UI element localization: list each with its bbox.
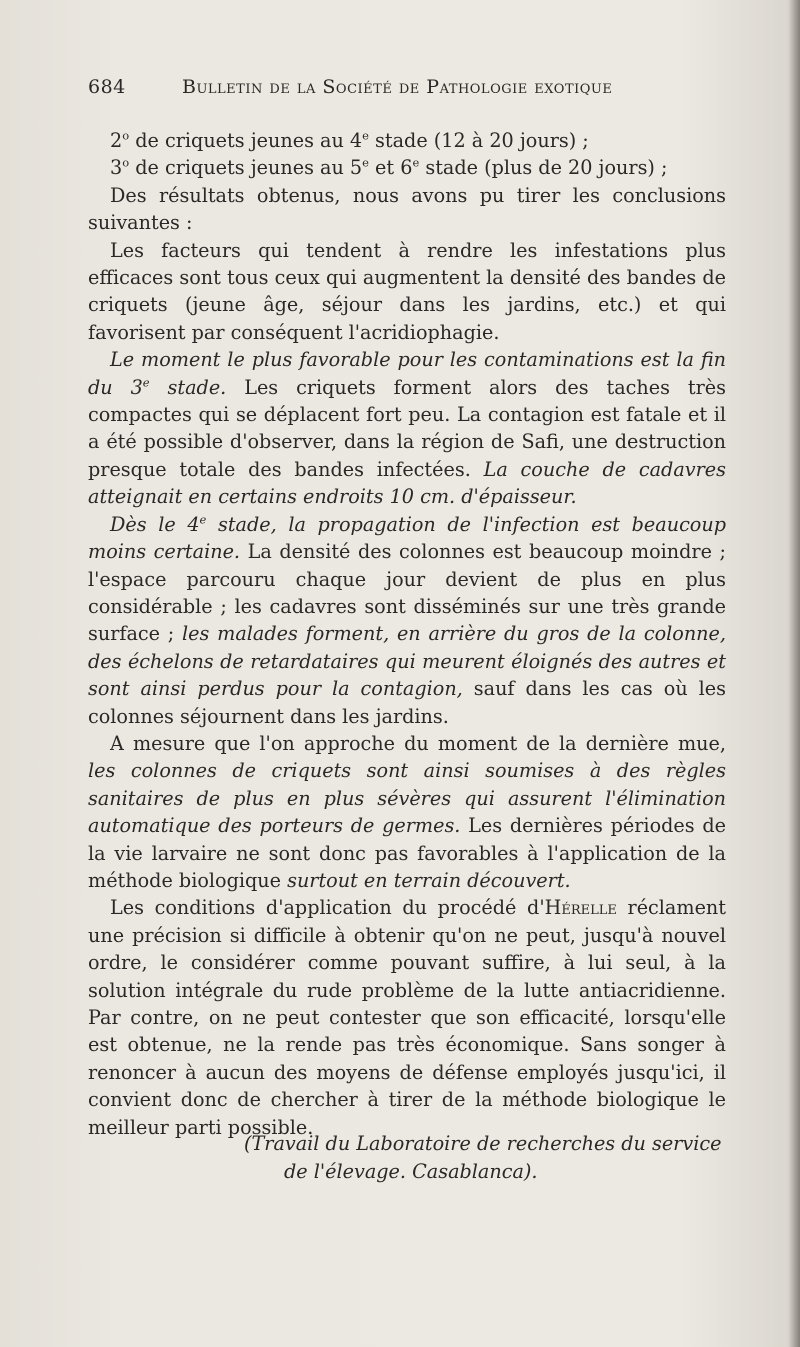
italic-text: La couche de cadavres atteignait en certains endroits 10 cm. d'épaisseur. <box>88 457 726 509</box>
credit-line: (Travail du Laboratoire de recherches du service <box>244 1132 722 1155</box>
ordinal-mark: e <box>362 156 369 171</box>
body-text <box>88 127 726 1141</box>
italic-text: stade. <box>149 375 227 399</box>
roman-text: A mesure que l'on approche du moment de la dernière mue, <box>110 731 726 755</box>
list-item <box>88 127 726 154</box>
roman-text: Les dernières périodes de la vie larvaire ne sont donc pas favorables à l'application de la méthode biologique <box>88 814 726 892</box>
roman-text: La densité des colonnes est beaucoup moindre ; l'espace parcouru chaque jour devient de plus en plus considérable ; les cadavres sont disséminés sur une très grande surface ; <box>88 540 726 646</box>
list-text: de criquets jeunes au 4 <box>129 129 363 152</box>
roman-text: réclament une précision si difficile à obtenir qu'on ne peut, jusqu'à nouvel ordre, le considérer comme pouvant suffire, à lui seul, à la solution intégrale du rude problème de la lutte antiacridienne. Par contre, on ne peut contester que son efficacité, lorsqu'elle est obtenue, ne la rende pas très économique. Sans songer à renoncer à aucun des moyens de défense employés jusqu'ici, il convient donc de chercher à tirer de la méthode biologique le meilleur parti possible. <box>88 896 726 1139</box>
italic-text: surtout en terrain découvert. <box>287 868 571 892</box>
ordinal-mark: e <box>142 375 150 390</box>
roman-text: Les conditions d'application du procédé d' <box>110 896 545 920</box>
italic-text: les colonnes de criquets sont ainsi soumises à des règles sanitaires de plus en plus sévères qui assurent l'élimination automatique des porteurs de germes. <box>88 759 726 838</box>
roman-text: sauf dans les cas où les colonnes séjournent dans les jardins. <box>88 677 727 728</box>
list-number: 2 <box>110 129 123 152</box>
list-text: stade (12 à 20 jours) ; <box>368 129 589 152</box>
lab-credit <box>88 1130 726 1186</box>
ordinal-mark: o <box>122 156 130 171</box>
italic-text: stade, la propagation de l'infection est beaucoup moins certaine. <box>88 512 727 564</box>
roman-text: Les criquets forment alors des taches très compactes qui se déplacent fort peu. La contagion est fatale et il a été possible d'observer, dans la région de Safi, une destruction presque totale des bandes infectées. <box>88 375 726 481</box>
paragraph-factors: Les facteurs qui tendent à rendre les infestations plus efficaces sont tous ceux qui augmentent la densité des bandes de criquets (jeune âge, séjour dans les jardins, etc.) et qui favorisent par conséquent l'acridiophagie. <box>88 238 726 344</box>
author-name: Hérelle <box>544 896 617 920</box>
list-text: de criquets jeunes au 5 <box>129 156 363 180</box>
paragraph-fourth-stage <box>88 511 726 730</box>
italic-text: Dès le 4 <box>110 512 200 536</box>
ordinal-mark: o <box>122 128 130 143</box>
ordinal-mark: e <box>362 128 369 143</box>
list-text: et 6 <box>368 156 413 180</box>
paragraph-third-stage <box>88 346 726 510</box>
list-item <box>88 154 726 181</box>
list-text: stade (plus de 20 jours) ; <box>419 156 668 180</box>
paragraph-last-molt <box>88 730 726 894</box>
credit-line: de l'élevage. Casablanca). <box>284 1160 538 1183</box>
italic-text: les malades forment, en arrière du gros de la colonne, des échelons de retardataires qui meurent éloignés des autres et sont ainsi perdus pour la contagion, <box>88 622 726 701</box>
paragraph-conclusions-intro: Des résultats obtenus, nous avons pu tirer les conclusions suivantes : <box>88 183 726 235</box>
running-title: Bulletin de la Société de Pathologie exotique <box>182 76 613 98</box>
ordinal-mark: e <box>199 512 207 527</box>
page-number: 684 <box>88 76 126 98</box>
ordinal-mark: e <box>412 156 420 171</box>
list-number: 3 <box>110 156 123 180</box>
italic-text: Le moment le plus favorable pour les contaminations est la fin du 3 <box>88 348 726 399</box>
paragraph-conclusion <box>88 894 726 1141</box>
